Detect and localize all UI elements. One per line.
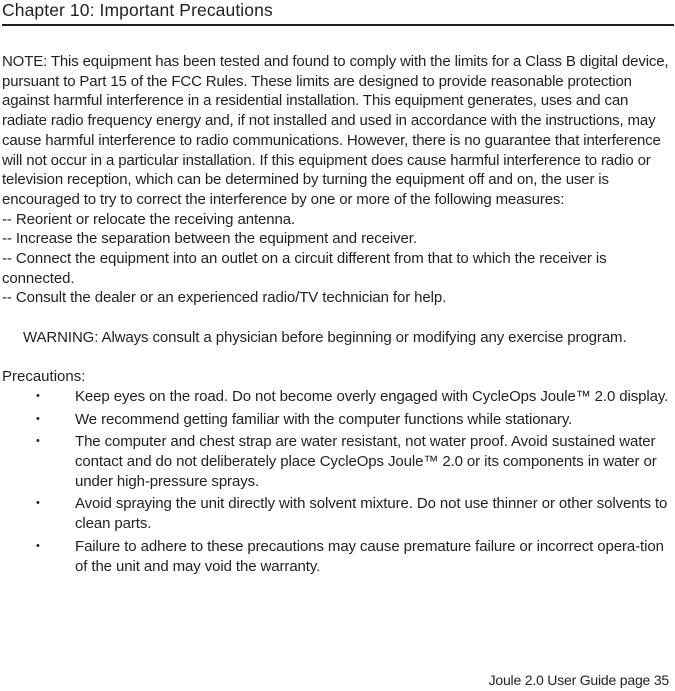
precaution-text: Failure to adhere to these precautions may cause premature failure or incorrect opera-tion of the unit and may void the warranty. (75, 537, 664, 575)
precaution-item (2, 494, 672, 533)
precautions-list (2, 387, 672, 576)
precaution-text: Keep eyes on the road. Do not become overly engaged with CycleOps Joule™ 2.0 display. (75, 387, 669, 405)
bullet-icon: • (36, 435, 40, 448)
precaution-item (2, 410, 672, 430)
precaution-item (2, 387, 672, 407)
precaution-text: The computer and chest strap are water resistant, not water proof. Avoid sustained water contact and do not deliberately place CycleOps Joule™ 2.0 or its components in water or under high-pressure sprays. (75, 433, 657, 490)
bullet-icon: • (36, 497, 40, 510)
bullet-icon: • (36, 539, 40, 552)
precaution-text: We recommend getting familiar with the computer functions while stationary. (75, 410, 573, 428)
page-footer: Joule 2.0 User Guide page 35 (488, 672, 669, 688)
precaution-text: Avoid spraying the unit directly with solvent mixture. Do not use thinner or other solvents to clean parts. (75, 495, 668, 533)
bullet-icon: • (36, 389, 40, 402)
measure-item: -- Reorient or relocate the receiving antenna. (2, 210, 296, 228)
bullet-icon: • (36, 412, 40, 425)
fcc-note-paragraph: NOTE: This equipment has been tested and found to comply with the limits for a Class B digital device, pursuant to Part 15 of the FCC Rules. These limits are designed to provide reasonable protection against harmful interference in a residential installation. This equipment generates, uses and can radiate radio frequency energy and, if not installed and used in accordance with the instructions, may cause harmful interference to radio communications. However, there is no guarantee that interference will not occur in a particular installation. If this equipment does cause harmful interference to radio or television reception, which can be determined by turning the equipment off and on, the user is encouraged to try to correct the interference by one or more of the following measures: (2, 53, 669, 208)
precaution-item (2, 432, 672, 491)
measure-item: -- Increase the separation between the equipment and receiver. (2, 230, 417, 248)
chapter-title: Chapter 10: Important Precautions (2, 0, 273, 20)
precaution-item (2, 537, 672, 576)
precautions-heading: Precautions: (2, 368, 86, 386)
warning-text: WARNING: Always consult a physician before beginning or modifying any exercise program. (23, 328, 627, 346)
measure-item: -- Connect the equipment into an outlet on a circuit different from that to which the receiver is connected. (2, 250, 607, 287)
page-content (2, 52, 672, 576)
page-header (2, 0, 674, 26)
measure-item: -- Consult the dealer or an experienced radio/TV technician for help. (2, 289, 447, 307)
